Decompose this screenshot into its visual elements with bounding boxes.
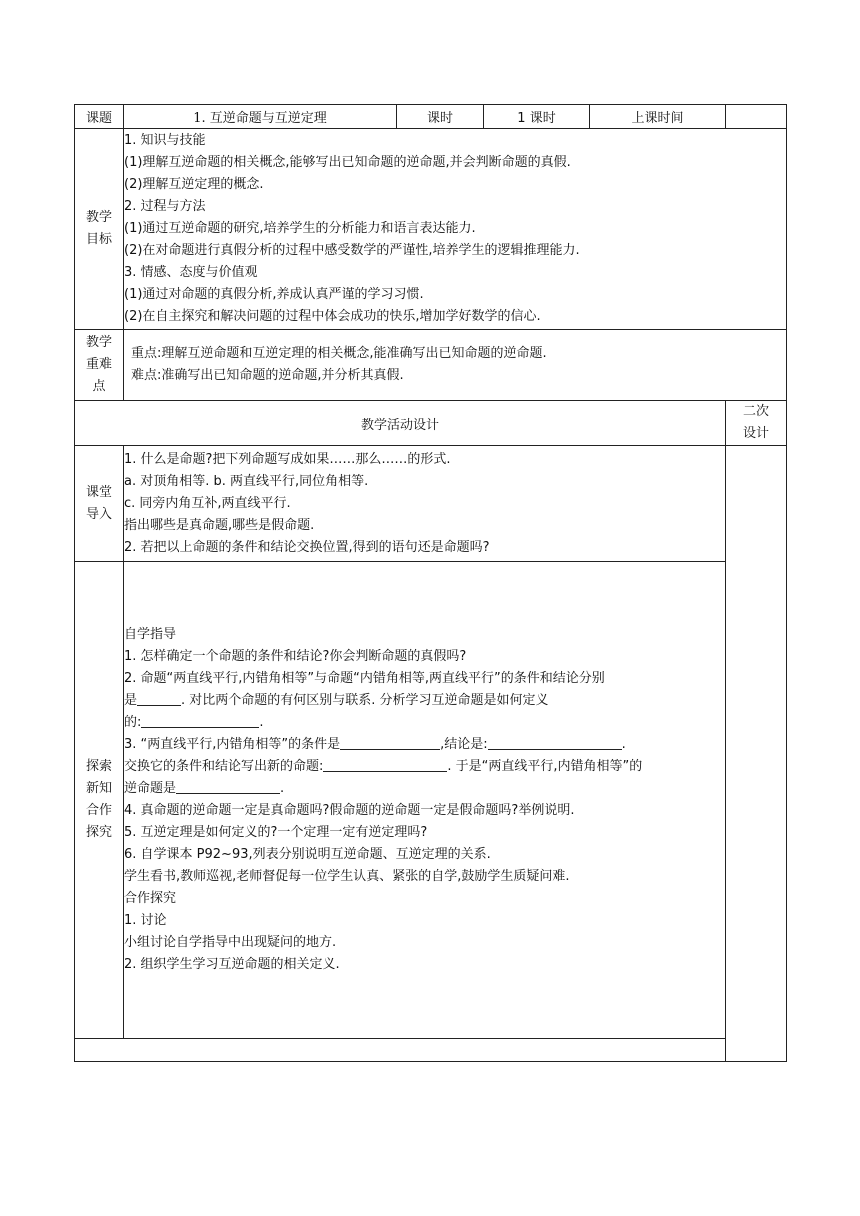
explore-label: 探索 新知 合作 探究	[75, 562, 124, 1039]
question-1: 1. 怎样确定一个命题的条件和结论?你会判断命题的真假吗?	[124, 649, 467, 664]
answer-blank[interactable]	[488, 735, 622, 750]
second-design-label: 二次 设计	[726, 401, 787, 446]
intro-line: 1. 什么是命题?把下列命题写成如果……那么……的形式.	[124, 451, 451, 467]
empty-cell	[75, 1039, 726, 1062]
question-4: 4. 真命题的逆命题一定是真命题吗?假命题的逆命题一定是假命题吗?举例说明.	[124, 803, 575, 818]
intro-label: 课堂 导入	[75, 446, 124, 562]
objective-line: (1)通过互逆命题的研究,培养学生的分析能力和语言表达能力.	[124, 221, 476, 236]
question-3-cont: 逆命题是 .	[124, 781, 285, 796]
intro-line: c. 同旁内角互补,两直线平行.	[124, 495, 291, 511]
intro-row	[75, 446, 787, 562]
question-3-cont: 交换它的条件和结论写出新的命题: . 于是“两直线平行,内错角相等”的	[124, 759, 643, 774]
hours-label: 课时	[397, 105, 484, 129]
question-2-cont: 是 . 对比两个命题的有何区别与联系. 分析学习互逆命题是如何定义	[124, 693, 549, 708]
class-time-value	[726, 105, 787, 129]
hours-value: 1 课时	[484, 105, 590, 129]
second-design-column	[726, 446, 787, 1062]
topic-label: 课题	[75, 105, 124, 129]
activity-title: 教学活动设计	[75, 401, 726, 446]
intro-line: a. 对顶角相等. b. 两直线平行,同位角相等.	[124, 473, 369, 489]
lesson-plan-table	[74, 104, 787, 1062]
self-study-heading: 自学指导	[124, 627, 177, 642]
difficulty-point: 难点:准确写出已知命题的逆命题,并分析其真假.	[131, 368, 404, 383]
answer-blank[interactable]	[141, 713, 259, 728]
activity-title-row	[75, 401, 787, 446]
topic-value: 1. 互逆命题与互逆定理	[124, 105, 397, 129]
question-6: 6. 自学课本 P92~93,列表分别说明互逆命题、互逆定理的关系.	[124, 847, 491, 862]
objectives-label: 教学 目标	[75, 129, 124, 330]
answer-blank[interactable]	[323, 757, 447, 772]
answer-blank[interactable]	[137, 691, 181, 706]
objectives-row	[75, 129, 787, 330]
key-points-label: 教学 重难 点	[75, 330, 124, 401]
objective-line: (2)理解互逆定理的概念.	[124, 177, 264, 192]
intro-line: 2. 若把以上命题的条件和结论交换位置,得到的语句还是命题吗?	[124, 539, 490, 555]
cooperation-item-2: 2. 组织学生学习互逆命题的相关定义.	[124, 957, 340, 972]
question-5: 5. 互逆定理是如何定义的?一个定理一定有逆定理吗?	[124, 825, 428, 840]
objective-line: (2)在自主探究和解决问题的过程中体会成功的快乐,增加学好数学的信心.	[124, 309, 541, 324]
key-points-row	[75, 330, 787, 401]
objective-line: (1)通过对命题的真假分析,养成认真严谨的学习习惯.	[124, 287, 424, 302]
objective-line: (1)理解互逆命题的相关概念,能够写出已知命题的逆命题,并会判断命题的真假.	[124, 155, 571, 170]
study-note: 学生看书,教师巡视,老师督促每一位学生认真、紧张的自学,鼓励学生质疑问难.	[124, 869, 570, 884]
question-2-cont: 的: .	[124, 715, 264, 730]
cooperation-item-1-text: 小组讨论自学指导中出现疑问的地方.	[124, 935, 337, 950]
objective-line: 1. 知识与技能	[124, 133, 206, 148]
explore-row	[75, 562, 787, 1039]
answer-blank[interactable]	[340, 735, 440, 750]
objective-line: 3. 情感、态度与价值观	[124, 265, 258, 280]
empty-row	[75, 1039, 787, 1062]
intro-content	[124, 446, 726, 562]
explore-content	[124, 562, 726, 1039]
cooperation-heading: 合作探究	[124, 891, 177, 906]
objectives-content	[124, 129, 787, 330]
intro-line: 指出哪些是真命题,哪些是假命题.	[124, 517, 315, 533]
objective-line: 2. 过程与方法	[124, 199, 206, 214]
key-points-content	[124, 330, 787, 401]
key-point: 重点:理解互逆命题和互逆定理的相关概念,能准确写出已知命题的逆命题.	[131, 346, 547, 361]
cooperation-item-1: 1. 讨论	[124, 913, 167, 928]
question-3: 3. “两直线平行,内错角相等”的条件是 ,结论是: .	[124, 737, 626, 752]
class-time-label: 上课时间	[590, 105, 726, 129]
question-2: 2. 命题“两直线平行,内错角相等”与命题“内错角相等,两直线平行”的条件和结论分别	[124, 671, 605, 686]
answer-blank[interactable]	[176, 779, 280, 794]
header-row	[75, 105, 787, 129]
objective-line: (2)在对命题进行真假分析的过程中感受数学的严谨性,培养学生的逻辑推理能力.	[124, 243, 580, 258]
